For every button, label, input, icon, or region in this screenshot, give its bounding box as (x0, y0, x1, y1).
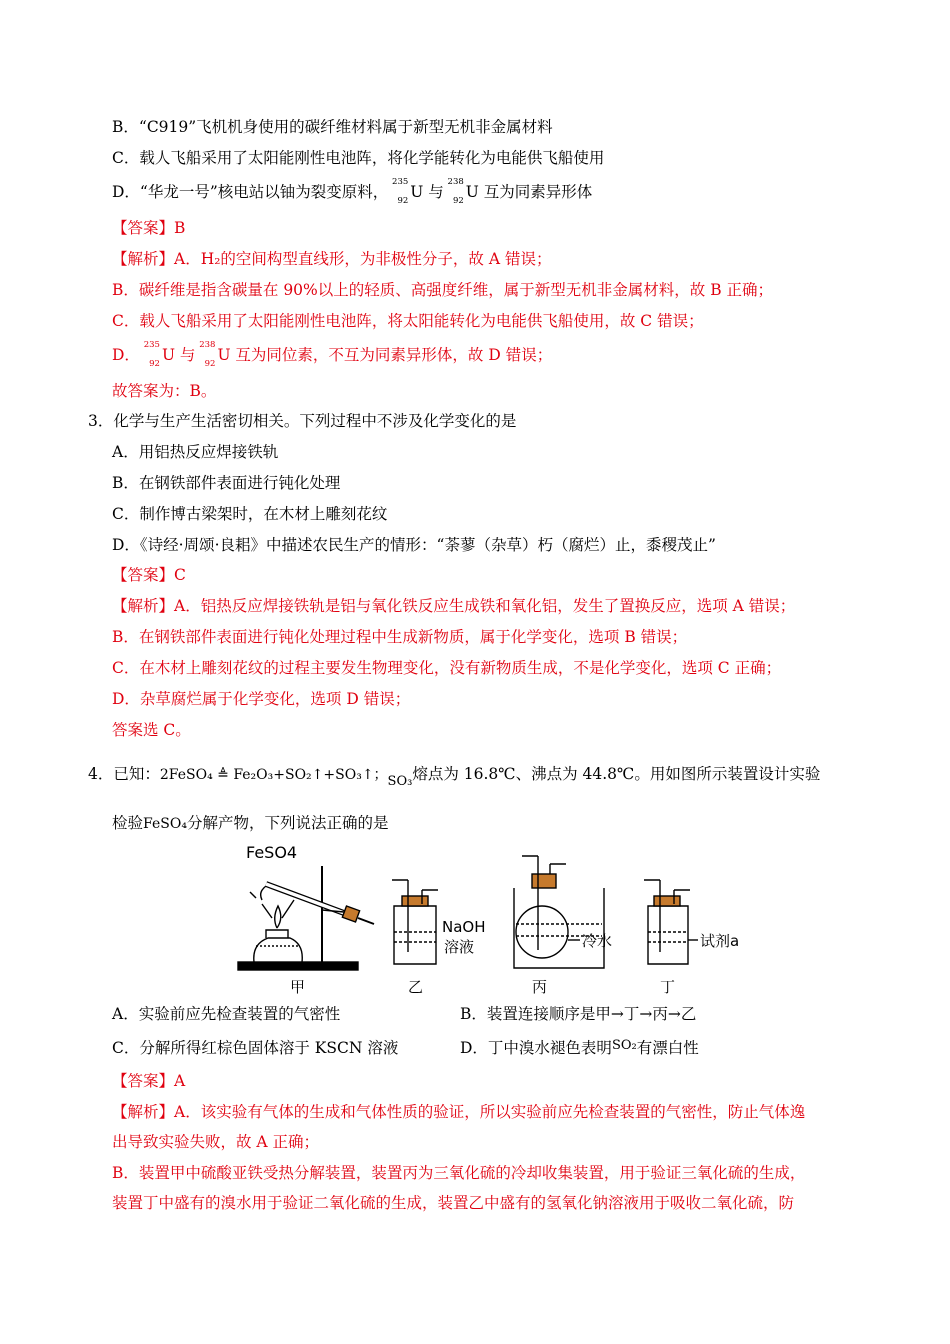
so2-formula: SO₂ (611, 1038, 637, 1053)
q4-option-c: C．分解所得红棕色固体溶于 KSCN 溶液 (112, 1039, 399, 1057)
q4-stem-line2: 检验FeSO₄分解产物，下列说法正确的是 (112, 814, 389, 832)
q4-option-b: B．装置连接顺序是甲→丁→丙→乙 (460, 1005, 697, 1023)
u235-nuclide: 235 92 (143, 340, 160, 369)
q3-explanation-a: 【解析】A．铝热反应焊接铁轨是铝与氧化铁反应生成铁和氧化铝，发生了置换反应，选项 A 错误； (112, 597, 796, 615)
q4-explanation-a-line1: 【解析】A．该实验有气体的生成和气体性质的验证，所以实验前应先检查装置的气密性，防止气体逸 (112, 1103, 806, 1121)
q4-explanation-a-line2: 出导致实验失败，故 A 正确； (112, 1133, 320, 1151)
label-yi: 乙 (408, 978, 424, 996)
q2-option-d-prefix: D．“华龙一号”核电站以铀为裂变原料， (112, 183, 389, 201)
q4-option-a: A．实验前应先检查装置的气密性 (112, 1005, 341, 1023)
q2-conclusion: 故答案为：B。 (112, 382, 217, 400)
apparatus-figure (232, 840, 752, 1000)
q3-explanation-d: D．杂草腐烂属于化学变化，选项 D 错误； (112, 690, 411, 708)
q3-answer: 【答案】C (112, 566, 186, 584)
label-jia: 甲 (290, 978, 306, 996)
u235-nuclide: 235 92 (392, 177, 409, 206)
feso4-label: FeSO4 (246, 843, 298, 862)
q4-explanation-b-line2: 装置丁中盛有的溴水用于验证二氧化硫的生成，装置乙中盛有的氢氧化钠溶液用于吸收二氧化硫，防 (112, 1194, 795, 1212)
q4-explanation-b-line1: B．装置甲中硫酸亚铁受热分解装置，装置丙为三氧化硫的冷却收集装置，用于验证三氧化硫的生成， (112, 1164, 806, 1182)
q3-conclusion: 答案选 C。 (112, 721, 191, 739)
q3-stem: 3．化学与生产生活密切相关。下列过程中不涉及化学变化的是 (88, 412, 517, 430)
q2-option-d-middle: U 与 (410, 183, 444, 201)
q4-option-d: D．丁中溴水褪色表明$^{SO_2}$有漂白性 (460, 1038, 699, 1057)
so3-formula: SO₃ (387, 774, 413, 789)
apparatus-ding (644, 880, 698, 964)
feso4-formula: FeSO₄ (143, 816, 187, 832)
q3-explanation-c: C．在木材上雕刻花纹的过程主要发生物理变化，没有新物质生成，不是化学变化，选项 C 正确； (112, 659, 782, 677)
label-bing: 丙 (532, 978, 548, 996)
q4-stem-line1: 4．已知：2FeSO₄ ≜ Fe₂O₃+SO₂↑+SO₃↑；$_{SO_3}$熔点为 16.8℃、沸点为 44.8℃。用如图所示装置设计实验 (88, 765, 821, 789)
apparatus-bing (514, 856, 604, 968)
q3-option-a: A．用铝热反应焊接铁轨 (112, 443, 279, 461)
decomposition-equation: 2FeSO₄ ≜ Fe₂O₃+SO₂↑+SO₃↑； (159, 767, 388, 783)
q2-explanation-d: D． 235 92 U 与 238 92 U 互为同位素，不互为同素异形体，故 D 错误； (112, 340, 553, 369)
q2-answer: 【答案】B (112, 219, 186, 237)
naoh-label: NaOH (442, 918, 486, 936)
q2-option-c: C．载人飞船采用了太阳能刚性电池阵，将化学能转化为电能供飞船使用 (112, 149, 605, 167)
q2-explanation-b: B．碳纤维是指含碳量在 90%以上的轻质、高强度纤维，属于新型无机非金属材料，故 B 正确； (112, 281, 774, 299)
apparatus-yi (392, 880, 438, 964)
q2-option-d-suffix: U 互为同素异形体 (465, 183, 593, 201)
q2-option-b: B．“C919”飞机机身使用的碳纤维材料属于新型无机非金属材料 (112, 118, 553, 136)
q3-explanation-b: B．在钢铁部件表面进行钝化处理过程中生成新物质，属于化学变化，选项 B 错误； (112, 628, 688, 646)
q2-option-d (112, 177, 593, 206)
cold-water-label: 冷水 (582, 932, 613, 950)
q2-explanation-c: C．载人飞船采用了太阳能刚性电池阵，将太阳能转化为电能供飞船使用，故 C 错误； (112, 312, 704, 330)
reagent-a-label: 试剂a (700, 932, 740, 950)
solution-label: 溶液 (444, 938, 475, 956)
q3-option-b: B．在钢铁部件表面进行钝化处理 (112, 474, 341, 492)
q3-option-d: D．《诗经·周颂·良耜》中描述农民生产的情形：“荼蓼（杂草）朽（腐烂）止，黍稷茂止” (112, 536, 716, 554)
u238-nuclide: 238 92 (199, 340, 216, 369)
label-ding: 丁 (660, 978, 676, 996)
q3-option-c: C．制作博古梁架时，在木材上雕刻花纹 (112, 505, 388, 523)
apparatus-jia (238, 866, 374, 970)
q4-answer: 【答案】A (112, 1072, 186, 1090)
q2-explanation-a: 【解析】A．H₂的空间构型直线形，为非极性分子，故 A 错误； (112, 250, 552, 268)
u238-nuclide: 238 92 (447, 177, 464, 206)
